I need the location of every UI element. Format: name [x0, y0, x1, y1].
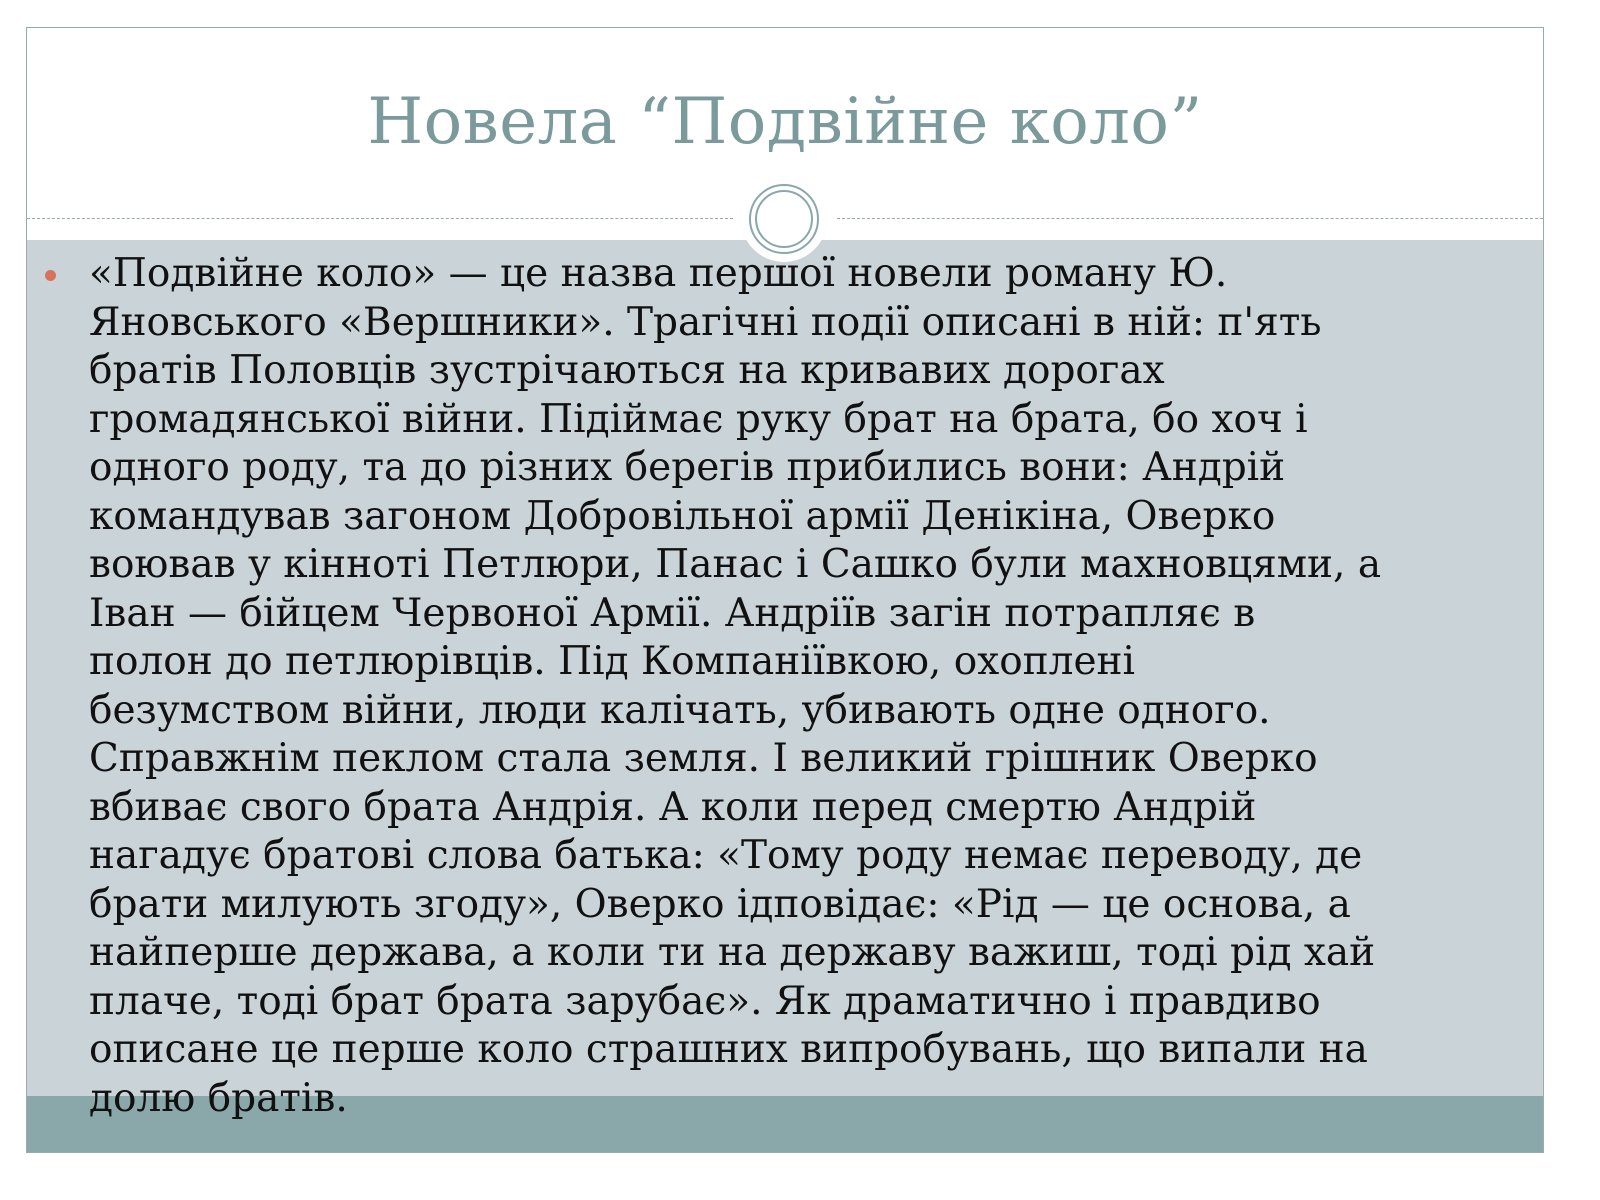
slide-title: Новела “Подвійне коло” — [367, 85, 1203, 159]
bullet-icon — [45, 270, 56, 281]
slide-body-text: «Подвійне коло» — це назва першої новели роману Ю. Яновського «Вершники». Трагічні події описані в ній: п'ять братів Половців зустрічаються на кривавих дорогах громадянської війни. Підіймає руку брат на брата, бо хоч і одного роду, та до різних берегів прибились вони: Андрій командував загоном Добровільної армії Денікіна, Оверко воював у кінноті Петлюри, Панас і Сашко були махновцями, а Іван — бійцем Червоної Армії. Андріїв загін потрапляє в полон до петлюрівців. Під Компаніївкою, охоплені безумством війни, люди калічать, убивають одне одного. Справжнім пеклом стала земля. І великий грішник Оверко вбиває свого брата Андрія. А коли перед смертю Андрій нагадує братові слова батька: «Тому роду немає переводу, де брати милують згоду», Оверко ідповідає: «Рід — це основа, а найперше держава, а коли ти на державу важиш, тоді рід хай плаче, тоді брат брата зарубає». Як драматично і правдиво описане це перше коло страшних випробувань, що випали на долю братів. — [89, 251, 1382, 1121]
inner-ring — [755, 190, 813, 248]
slide — [26, 27, 1544, 1153]
title-divider-left — [27, 218, 733, 219]
title-divider-right — [837, 218, 1543, 219]
